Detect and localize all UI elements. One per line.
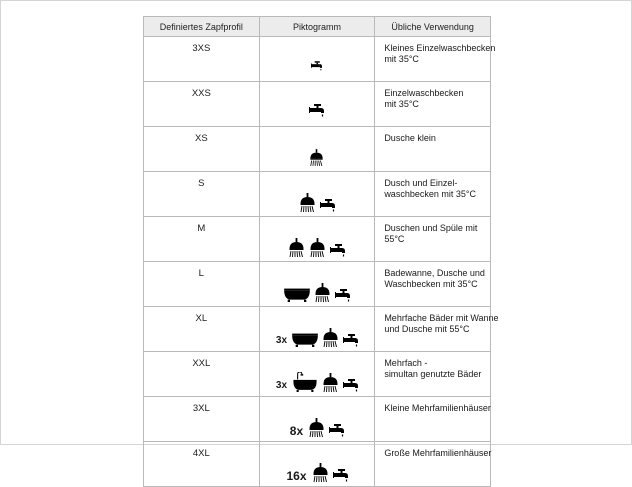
multiplier-label: 16x [286, 469, 307, 483]
tap-icon [335, 289, 350, 302]
multiplier-label: 3x [275, 380, 288, 391]
table-row [144, 217, 491, 262]
profile-code: S [144, 172, 260, 217]
usage-cell [375, 262, 491, 307]
usage-line-1: Große Mehrfamilienhäuser [384, 448, 492, 458]
table-row [144, 37, 491, 82]
usage-line-2: mit 35°C [384, 54, 419, 64]
multiplier-label: 8x [289, 424, 304, 438]
shower-icon [308, 418, 325, 437]
pictogram-cell [259, 262, 375, 307]
usage-line-1: Badewanne, Dusche und [384, 268, 485, 278]
pictogram-cell [259, 172, 375, 217]
profile-code: M [144, 217, 260, 262]
shower-icon [314, 283, 331, 302]
usage-line-1: Mehrfach - [384, 358, 428, 368]
tapping-profile-table [143, 16, 499, 487]
shower-icon [322, 373, 339, 392]
header-pictogram: Piktogramm [259, 17, 375, 37]
tap-icon [329, 424, 344, 437]
profile-code: 3XS [144, 37, 260, 82]
usage-cell [375, 82, 491, 127]
table-row [144, 127, 491, 172]
table-row [144, 82, 491, 127]
usage-line-1: Dusche klein [384, 133, 436, 143]
profile-code: 4XL [144, 442, 260, 487]
pictogram-cell [259, 82, 375, 127]
shower-icon [322, 328, 339, 347]
usage-line-2: mit 35°C [384, 99, 419, 109]
usage-line-2: 55°C [384, 234, 405, 244]
tap-icon [333, 469, 348, 482]
tap-icon [320, 199, 335, 212]
header-profile: Definiertes Zapfprofil [144, 17, 260, 37]
tap-icon [309, 104, 324, 117]
usage-line-1: Mehrfache Bäder mit Wanne [384, 313, 499, 323]
tap-icon [343, 334, 358, 347]
shower-icon [288, 238, 305, 257]
shower-icon [312, 463, 329, 482]
bathtub-with-shower-icon [292, 372, 318, 392]
usage-cell [375, 397, 491, 442]
pictogram-cell [259, 217, 375, 262]
usage-line-1: Duschen und Spüle mit [384, 223, 478, 233]
table-row [144, 352, 491, 397]
profile-code: L [144, 262, 260, 307]
pictogram-cell [259, 397, 375, 442]
table-row [144, 262, 491, 307]
header-row [144, 17, 491, 37]
bathtub-icon [284, 288, 310, 302]
usage-line-1: Kleines Einzelwaschbecken [384, 43, 496, 53]
table-row [144, 172, 491, 217]
usage-line-2: und Dusche mit 55°C [384, 324, 470, 334]
usage-line-2: simultan genutzte Bäder [384, 369, 482, 379]
profile-code: 3XL [144, 397, 260, 442]
multiplier-label: 3x [275, 335, 288, 346]
profile-code: XL [144, 307, 260, 352]
pictogram-cell [259, 37, 375, 82]
usage-cell [375, 37, 496, 82]
table-row [144, 397, 491, 442]
profile-code: XXL [144, 352, 260, 397]
header-usage: Übliche Verwendung [375, 17, 491, 37]
pictogram-cell [259, 307, 375, 352]
usage-line-2: waschbecken mit 35°C [384, 189, 476, 199]
usage-line-1: Einzelwaschbecken [384, 88, 464, 98]
usage-cell [375, 217, 491, 262]
shower-icon [309, 238, 326, 257]
usage-cell [375, 172, 491, 217]
usage-line-1: Kleine Mehrfamilienhäuser [384, 403, 491, 413]
table-row [144, 307, 491, 352]
profile-code: XXS [144, 82, 260, 127]
tap-small-icon [311, 61, 322, 71]
usage-cell [375, 127, 491, 172]
usage-line-1: Dusch und Einzel- [384, 178, 458, 188]
shower-icon [309, 148, 324, 167]
table-row [144, 442, 491, 487]
usage-cell [375, 442, 491, 487]
profile-code: XS [144, 127, 260, 172]
tap-icon [343, 379, 358, 392]
shower-icon [299, 193, 316, 212]
tap-icon [330, 244, 345, 257]
pictogram-cell [259, 442, 375, 487]
usage-line-2: Waschbecken mit 35°C [384, 279, 478, 289]
bathtub-icon [292, 333, 318, 347]
usage-cell [375, 352, 491, 397]
pictogram-cell [259, 352, 375, 397]
pictogram-cell [259, 127, 375, 172]
usage-cell [375, 307, 499, 352]
